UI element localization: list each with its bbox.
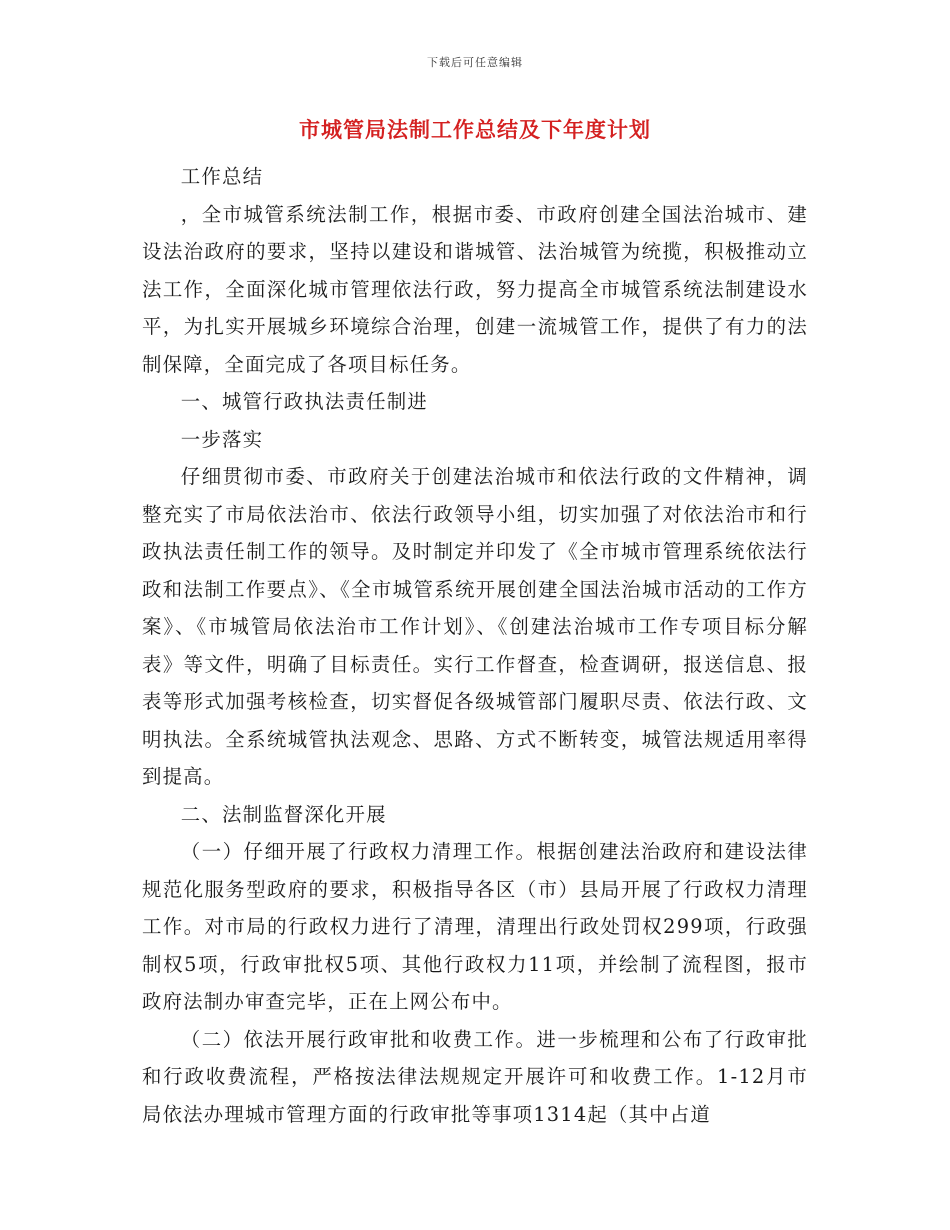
section-heading-summary: 工作总结 [180,165,264,188]
document-body [142,158,808,1133]
document-title: 市城管局法制工作总结及下年度计划 [299,117,651,142]
section-heading-2: 二、法制监督深化开展 [180,802,387,826]
page-header-note: 下载后可任意编辑 [427,56,523,69]
paragraph-section-1: 仔细贯彻市委、市政府关于创建法治城市和依法行政的文件精神，调整充实了市局依法治市、依法行政领导小组，切实加强了对依法治市和行政执法责任制工作的领导。及时制定并印发了《全市城市管理系统依法行政和法制工作要点》、《全市城管系统开展创建全国法治城市活动的工作方案》、《市城管局依法治市工作计划》、《创建法治城市工作专项目标分解表》等文件，明确了目标责任。实行工作督查，检查调研，报送信息、报表等形式加强考核检查，切实督促各级城管部门履职尽责、依法行政、文明执法。全系统城管执法观念、思路、方式不断转变，城管法规适用率得到提高。 [142,465,808,788]
section-heading-1: 一、城管行政执法责任制进 [180,390,428,413]
paragraph-section-2-2: （二）依法开展行政审批和收费工作。进一步梳理和公布了行政审批和行政收费流程，严格按法律法规规定开展许可和收费工作。1-12月市局依法办理城市管理方面的行政审批等事项1314起（其中占道 [142,1027,808,1126]
section-heading-1-cont: 一步落实 [180,427,264,451]
paragraph-section-2-1: （一）仔细开展了行政权力清理工作。根据创建法治政府和建设法律规范化服务型政府的要求，积极指导各区（市）县局开展了行政权力清理工作。对市局的行政权力进行了清理，清理出行政处罚权299项，行政强制权5项，行政审批权5项、其他行政权力11项，并绘制了流程图，报市政府法制办审查完毕，正在上网公布中。 [142,840,808,1013]
paragraph-intro: ，全市城管系统法制工作，根据市委、市政府创建全国法治城市、建设法治政府的要求，坚持以建设和谐城管、法治城管为统揽，积极推动立法工作，全面深化城市管理依法行政，努力提高全市城管系统法制建设水平，为扎实开展城乡环境综合治理，创建一流城管工作，提供了有力的法制保障，全面完成了各项目标任务。 [142,202,808,376]
